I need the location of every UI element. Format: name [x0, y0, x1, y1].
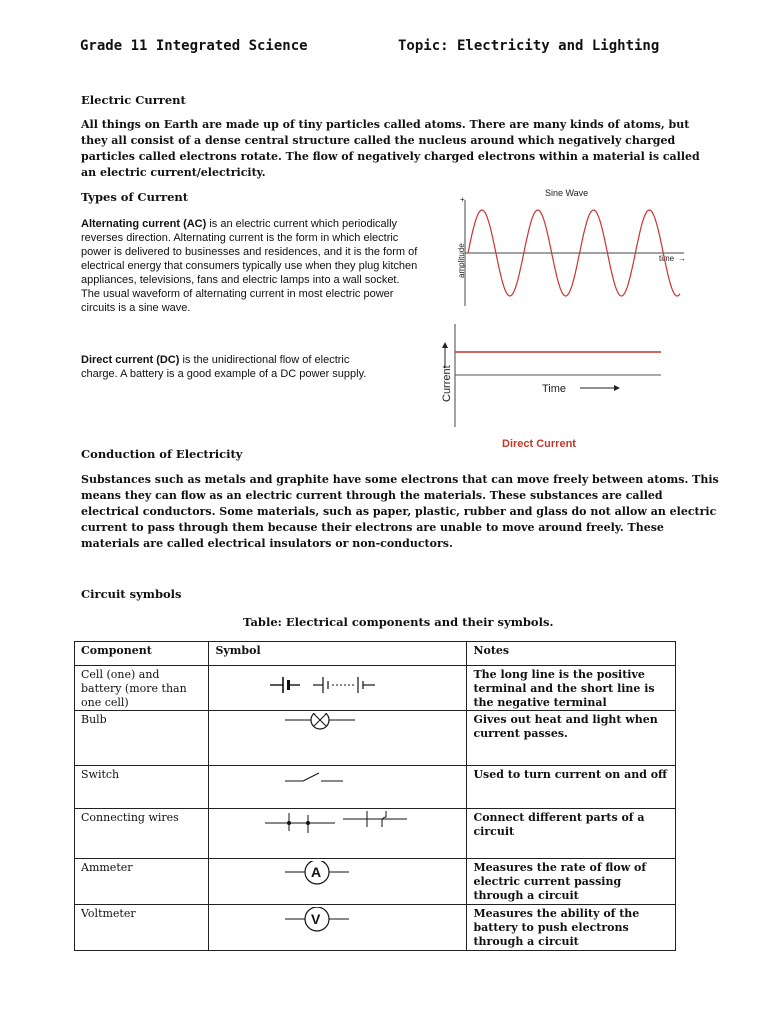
doc-header-grade: Grade 11 Integrated Science	[80, 38, 308, 54]
voltmeter-symbol-icon	[215, 907, 460, 939]
symbol-cell	[209, 859, 467, 905]
component-cell: Cell (one) and battery (more than one cell)	[75, 666, 209, 711]
ac-text: is an electric current which periodically reverses direction. Alternating current is the form in which electric power is delivered to businesses and residences, and it is the form of electrical energy that consumers typically use when they plug kitchen appliances, televisions, fans and electric lamps into a wall socket. The usual waveform of alternating current in most electric power circuits is a sine wave.	[81, 218, 418, 314]
wires-symbol-icon	[215, 811, 460, 843]
conduction-paragraph: Substances such as metals and graphite have some electrons that can move freely between atoms. This means they can flow as an electric current through the materials. These substances are called electrical conductors. Some materials, such as paper, plastic, rubber and glass do not allow an electric current to pass through them because their electrons are unable to move around freely. These materials are called electrical insulators or non-conductors.	[81, 473, 719, 550]
table-header-row	[75, 642, 676, 666]
dc-text: is the unidirectional flow of electric charge. A battery is a good example of a DC power supply.	[81, 354, 367, 380]
bulb-symbol-icon	[215, 713, 460, 743]
sine-amplitude-label: amplitude	[457, 243, 466, 278]
component-cell: Bulb	[75, 711, 209, 766]
dc-up-arrowhead-icon	[442, 342, 448, 348]
sine-time-label: time	[659, 254, 675, 263]
dc-caption: Direct Current	[502, 438, 576, 450]
notes-cell: Connect different parts of a circuit	[467, 809, 676, 859]
switch-symbol-icon	[215, 768, 460, 796]
sine-wave-title: Sine Wave	[545, 188, 589, 198]
symbol-cell	[209, 809, 467, 859]
notes-cell: Measures the ability of the battery to push electrons through a circuit	[467, 905, 676, 951]
component-cell: Switch	[75, 766, 209, 809]
component-cell: Ammeter	[75, 859, 209, 905]
table-row	[75, 809, 676, 859]
dc-current-label: Current	[441, 365, 453, 402]
ac-paragraph	[81, 217, 421, 315]
column-header-notes: Notes	[467, 642, 676, 666]
types-of-current-heading: Types of Current	[81, 190, 189, 204]
notes-cell: Measures the rate of flow of electric current passing through a circuit	[467, 859, 676, 905]
component-cell: Connecting wires	[75, 809, 209, 859]
conduction-heading: Conduction of Electricity	[81, 447, 243, 461]
dc-term: Direct current (DC)	[81, 354, 180, 366]
sine-axis-plus-mark: +	[460, 195, 465, 204]
symbol-cell	[209, 766, 467, 809]
symbol-cell	[209, 711, 467, 766]
ac-term: Alternating current (AC)	[81, 218, 207, 230]
doc-header-topic: Topic: Electricity and Lighting	[398, 38, 660, 54]
dc-figure	[432, 322, 672, 454]
cell-battery-symbol-icon	[215, 668, 460, 702]
dc-time-label: Time	[542, 383, 567, 395]
dc-paragraph	[81, 353, 369, 381]
notes-cell: Used to turn current on and off	[467, 766, 676, 809]
ammeter-letter: A	[311, 864, 322, 880]
table-row	[75, 859, 676, 905]
symbol-cell	[209, 666, 467, 711]
table-row	[75, 711, 676, 766]
circuit-symbols-heading: Circuit symbols	[81, 587, 182, 601]
components-table	[74, 641, 676, 951]
notes-cell: The long line is the positive terminal and the short line is the negative terminal	[467, 666, 676, 711]
electric-current-heading: Electric Current	[81, 93, 186, 107]
component-cell: Voltmeter	[75, 905, 209, 951]
electric-current-paragraph: All things on Earth are made up of tiny particles called atoms. There are many kinds of atoms, but they all consist of a dense central structure called the nucleus around which negatively charged particles called electrons rotate. The flow of negatively charged electrons within a material is called an electric current/electricity.	[81, 118, 700, 179]
table-row	[75, 666, 676, 711]
sine-wave-figure	[452, 182, 692, 312]
dc-right-arrowhead-icon	[614, 385, 620, 391]
table-caption: Table: Electrical components and their symbols.	[243, 615, 554, 629]
notes-cell: Gives out heat and light when current passes.	[467, 711, 676, 766]
ammeter-symbol-icon	[215, 861, 460, 893]
table-row	[75, 905, 676, 951]
column-header-symbol: Symbol	[209, 642, 467, 666]
symbol-cell	[209, 905, 467, 951]
sine-time-arrow-icon: →	[678, 254, 686, 263]
voltmeter-letter: V	[311, 911, 321, 927]
table-row	[75, 766, 676, 809]
column-header-component: Component	[75, 642, 209, 666]
